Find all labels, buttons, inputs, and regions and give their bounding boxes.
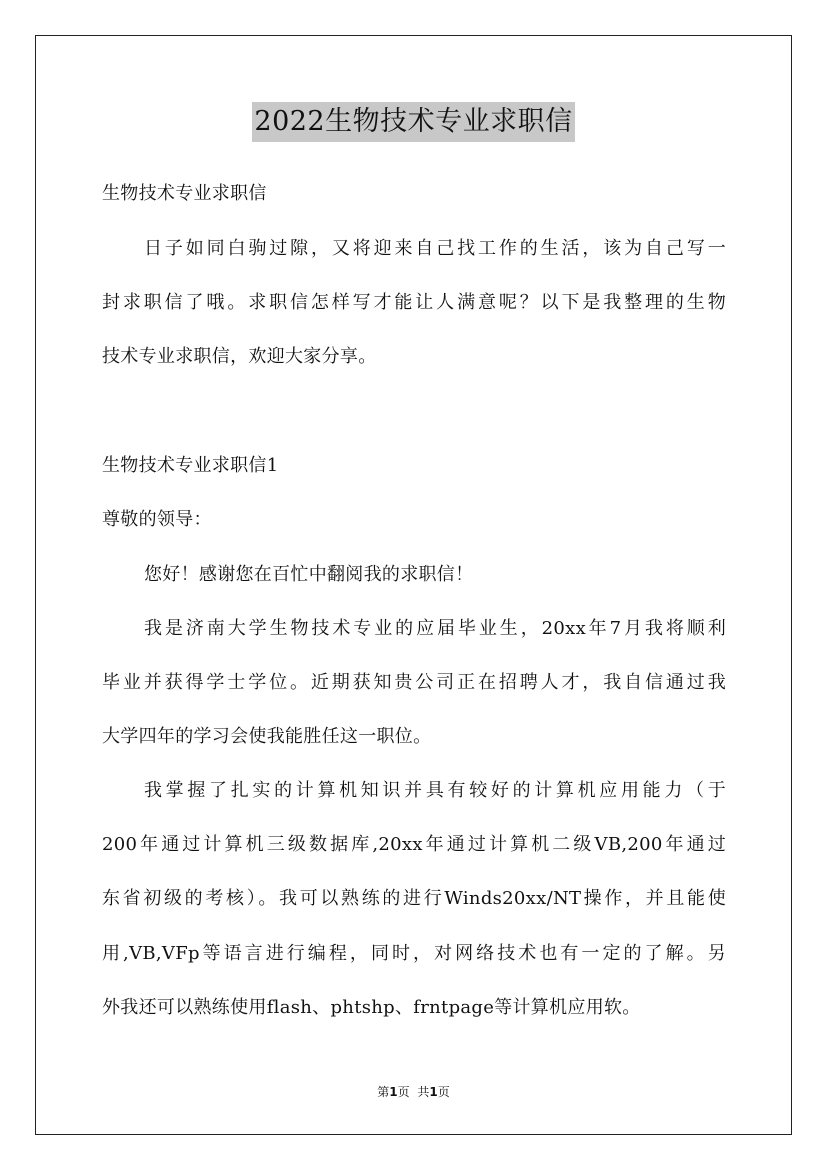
footer-page-suffix: 页 — [397, 1085, 410, 1099]
footer-total-number: 1 — [429, 1085, 438, 1099]
footer-total-suffix: 页 — [437, 1085, 450, 1099]
page-footer — [0, 1083, 827, 1101]
footer-page-number: 1 — [389, 1085, 398, 1099]
para2-line-4: 用,VB,VFp等语言进行编程，同时，对网络技术也有一定的了解。另 — [102, 943, 726, 964]
intro-line-2: 封求职信了哦。求职信怎样写才能让人满意呢？以下是我整理的生物 — [102, 292, 726, 313]
intro-line-1: 日子如同白驹过隙，又将迎来自己找工作的生活，该为自己写一 — [144, 238, 726, 259]
para2-line-3: 东省初级的考核）。我可以熟练的进行Winds20xx/NT操作，并且能使 — [102, 888, 726, 909]
footer-page-prefix: 第 — [377, 1085, 390, 1099]
subtitle: 生物技术专业求职信 — [102, 183, 267, 204]
title-wrap — [0, 102, 827, 142]
salutation: 尊敬的领导： — [102, 509, 212, 530]
letter-heading: 生物技术专业求职信1 — [102, 455, 279, 476]
para1-line-1: 我是济南大学生物技术专业的应届毕业生，20xx年7月我将顺利 — [144, 618, 726, 639]
para2-line-5: 外我还可以熟练使用flash、phtshp、frntpage等计算机应用软。 — [102, 997, 641, 1018]
intro-line-3: 技术专业求职信，欢迎大家分享。 — [102, 346, 377, 367]
footer-total-prefix: 共 — [417, 1085, 430, 1099]
para2-line-1: 我掌握了扎实的计算机知识并具有较好的计算机应用能力（于 — [144, 780, 726, 801]
para1-line-3: 大学四年的学习会使我能胜任这一职位。 — [102, 726, 432, 747]
para1-line-2: 毕业并获得学士学位。近期获知贵公司正在招聘人才，我自信通过我 — [102, 672, 726, 693]
document-title: 2022生物技术专业求职信 — [252, 102, 574, 142]
para2-line-2: 200年通过计算机三级数据库,20xx年通过计算机二级VB,200年通过 — [102, 834, 726, 855]
greeting: 您好！感谢您在百忙中翻阅我的求职信！ — [144, 564, 474, 585]
